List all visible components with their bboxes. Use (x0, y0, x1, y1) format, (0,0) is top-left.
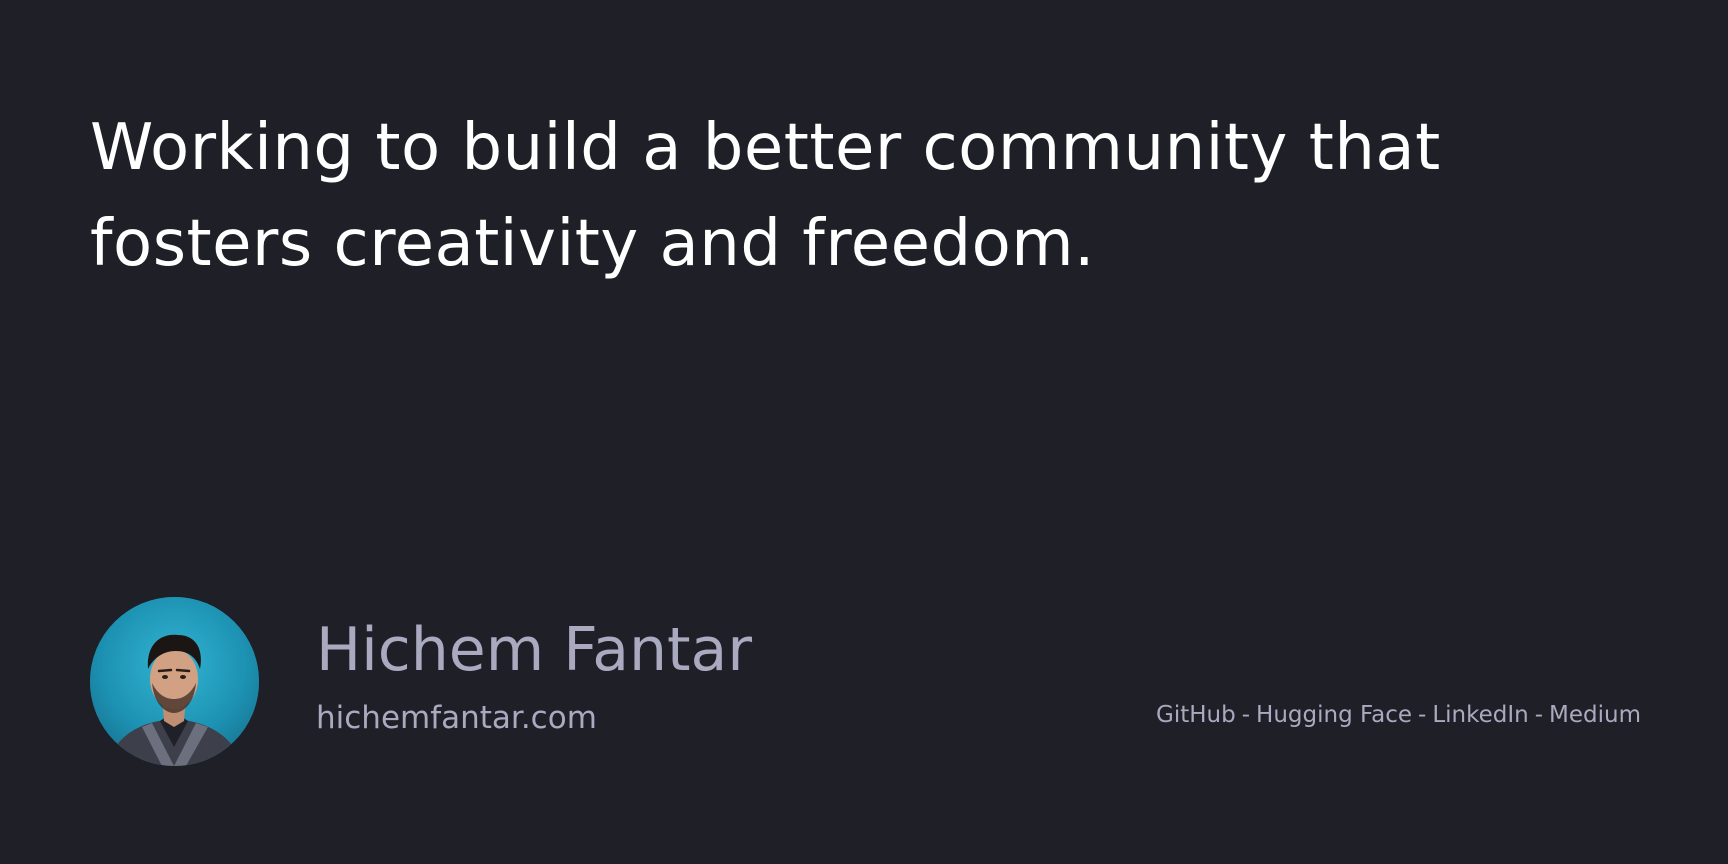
social-separator: - (1418, 702, 1427, 728)
social-separator: - (1534, 702, 1544, 728)
social-separator: - (1241, 702, 1251, 728)
social-link-github[interactable]: GitHub (1156, 702, 1236, 728)
person-photo-icon (90, 597, 259, 766)
social-link-hugging-face[interactable]: Hugging Face (1256, 702, 1412, 728)
avatar (90, 597, 259, 766)
social-link-medium[interactable]: Medium (1549, 702, 1641, 728)
headline-line-2: fosters creativity and freedom. (90, 207, 1095, 281)
social-link-linkedin[interactable]: LinkedIn (1432, 702, 1529, 728)
author-website-link[interactable]: hichemfantar.com (316, 700, 597, 736)
headline-line-1: Working to build a better community that (90, 111, 1441, 185)
social-links (1156, 698, 1641, 732)
headline (90, 100, 1570, 292)
author-name: Hichem Fantar (316, 615, 752, 685)
